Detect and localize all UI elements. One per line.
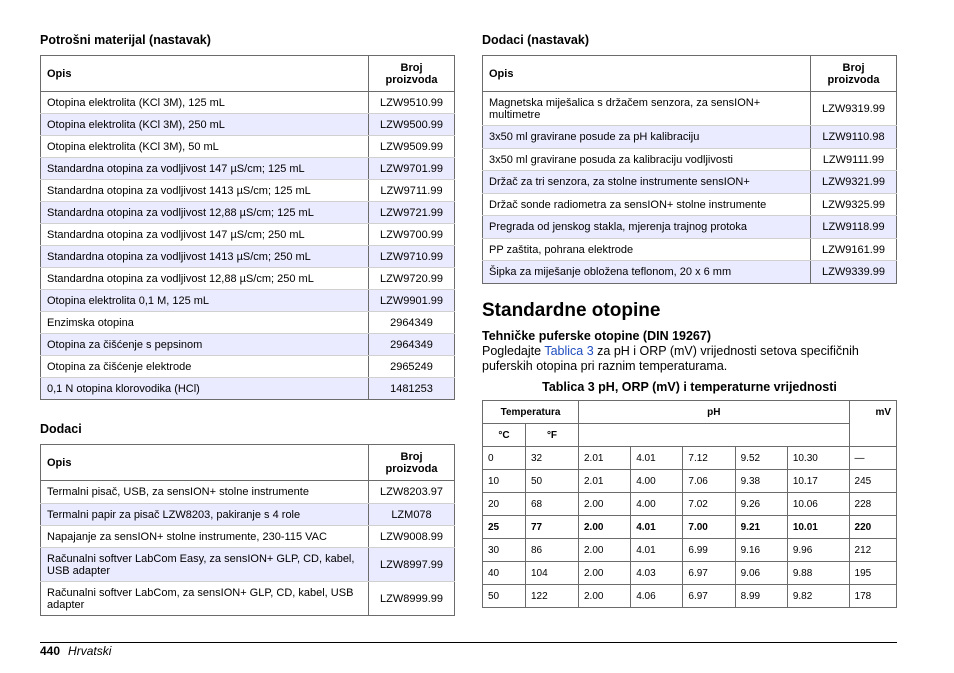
ph-cell: 7.06 (683, 470, 735, 493)
intro-paragraph (482, 344, 897, 374)
accessories-body (41, 481, 455, 616)
page-number: 440 (40, 644, 61, 658)
ph-cell: 9.21 (735, 516, 787, 539)
col-header-num: Broj proizvoda (369, 56, 455, 92)
ph-cell: 245 (849, 470, 896, 493)
ph-table (482, 400, 897, 608)
ph-cell: 9.38 (735, 470, 787, 493)
table-row (483, 493, 897, 516)
cell-description: Računalni softver LabCom, za sensION+ GLP, CD, kabel, USB adapter (41, 582, 369, 616)
ph-cell: 68 (526, 493, 579, 516)
cell-product-number: LZW9008.99 (369, 526, 455, 548)
table-row (41, 246, 455, 268)
table-row (483, 194, 897, 216)
ph-cell: 4.00 (631, 493, 683, 516)
ph-cell: 2.00 (579, 585, 631, 608)
footer-rule (40, 642, 897, 643)
table-row (41, 312, 455, 334)
col-header-desc: Opis (483, 56, 811, 92)
cell-description: Standardna otopina za vodljivost 1413 µS/cm; 250 mL (41, 246, 369, 268)
table-row (41, 526, 455, 548)
ph-cell: 50 (483, 585, 526, 608)
table-row (41, 268, 455, 290)
ph-cell: 104 (526, 562, 579, 585)
ph-cell: 10 (483, 470, 526, 493)
cell-product-number: LZW9711.99 (369, 180, 455, 202)
table-row (41, 136, 455, 158)
table-row (483, 149, 897, 171)
cell-description: Pregrada od jenskog stakla, mjerenja trajnog protoka (483, 216, 811, 239)
table-row (41, 92, 455, 114)
ph-cell: 0 (483, 447, 526, 470)
ph-cell: 122 (526, 585, 579, 608)
table-row (483, 239, 897, 261)
cell-description: Standardna otopina za vodljivost 147 µS/cm; 125 mL (41, 158, 369, 180)
cell-product-number: LZW9720.99 (369, 268, 455, 290)
cell-description: Šipka za miješanje obložena teflonom, 20 x 6 mm (483, 261, 811, 284)
ph-cell: 25 (483, 516, 526, 539)
ph-cell: 7.02 (683, 493, 735, 516)
table-row (41, 504, 455, 526)
cell-product-number: 2965249 (369, 356, 455, 378)
table-row (483, 562, 897, 585)
section-title-consumables: Potrošni materijal (nastavak) (40, 33, 211, 47)
ph-cell: 9.82 (787, 585, 849, 608)
cell-description: Termalni papir za pisač LZW8203, pakiranje s 4 role (41, 504, 369, 526)
ph-cell: 30 (483, 539, 526, 562)
ph-cell: 9.16 (735, 539, 787, 562)
ph-cell: 32 (526, 447, 579, 470)
col-header-fahrenheit: °F (526, 424, 579, 447)
consumables-body (41, 92, 455, 400)
cell-description: Otopina elektrolita (KCl 3M), 50 mL (41, 136, 369, 158)
table-row (483, 171, 897, 194)
cell-description: PP zaštita, pohrana elektrode (483, 239, 811, 261)
consumables-table (40, 55, 455, 400)
ph-cell: 2.01 (579, 470, 631, 493)
table-row (41, 481, 455, 504)
cell-product-number: LZW9110.98 (811, 126, 897, 149)
cell-product-number: 2964349 (369, 312, 455, 334)
ph-cell: 220 (849, 516, 896, 539)
cell-description: 3x50 ml gravirane posude za pH kalibraciju (483, 126, 811, 149)
table-row (483, 261, 897, 284)
cell-product-number: LZW9721.99 (369, 202, 455, 224)
col-header-ph: pH (579, 401, 850, 424)
table-row (483, 470, 897, 493)
table-row (483, 516, 897, 539)
cell-product-number: LZM078 (369, 504, 455, 526)
accessories-cont-body (483, 92, 897, 284)
cell-product-number: LZW9509.99 (369, 136, 455, 158)
table-reference-link[interactable]: Tablica 3 (544, 344, 594, 358)
footer-language: Hrvatski (68, 644, 112, 658)
ph-cell: 20 (483, 493, 526, 516)
ph-cell: 86 (526, 539, 579, 562)
ph-cell: 10.01 (787, 516, 849, 539)
para-after: za pH i ORP (mV) vrijednosti setova specifičnih puferskih otopina pri raznim temperaturama. (482, 344, 859, 373)
ph-cell: 6.97 (683, 562, 735, 585)
cell-description: Standardna otopina za vodljivost 1413 µS/cm; 125 mL (41, 180, 369, 202)
para-before: Pogledajte (482, 344, 545, 358)
cell-description: Otopina elektrolita (KCl 3M), 250 mL (41, 114, 369, 136)
cell-product-number: LZW9161.99 (811, 239, 897, 261)
ph-cell: 195 (849, 562, 896, 585)
cell-description: Standardna otopina za vodljivost 147 µS/cm; 250 mL (41, 224, 369, 246)
cell-description: Otopina elektrolita 0,1 M, 125 mL (41, 290, 369, 312)
ph-cell: 4.00 (631, 470, 683, 493)
cell-description: Standardna otopina za vodljivost 12,88 µS/cm; 125 mL (41, 202, 369, 224)
ph-cell: 212 (849, 539, 896, 562)
cell-product-number: LZW9901.99 (369, 290, 455, 312)
col-header-desc: Opis (41, 445, 369, 481)
table-row (41, 202, 455, 224)
accessories-table (40, 444, 455, 616)
cell-product-number: 1481253 (369, 378, 455, 400)
cell-description: Držač sonde radiometra za sensION+ stolne instrumente (483, 194, 811, 216)
table-row (483, 447, 897, 470)
subheading-buffer: Tehničke puferske otopine (DIN 19267) (482, 329, 711, 343)
cell-product-number: LZW8203.97 (369, 481, 455, 504)
table-row (41, 582, 455, 616)
ph-cell: 4.03 (631, 562, 683, 585)
ph-cell: 10.06 (787, 493, 849, 516)
cell-description: Standardna otopina za vodljivost 12,88 µS/cm; 250 mL (41, 268, 369, 290)
ph-cell: 2.00 (579, 562, 631, 585)
col-header-num: Broj proizvoda (811, 56, 897, 92)
cell-product-number: LZW9325.99 (811, 194, 897, 216)
ph-cell: 178 (849, 585, 896, 608)
ph-cell: 9.52 (735, 447, 787, 470)
section-title-accessories-cont: Dodaci (nastavak) (482, 33, 589, 47)
ph-cell: 6.97 (683, 585, 735, 608)
cell-product-number: LZW9701.99 (369, 158, 455, 180)
col-header-ph-blank (579, 424, 850, 447)
cell-product-number: LZW9319.99 (811, 92, 897, 126)
table-row (41, 548, 455, 582)
table-caption: Tablica 3 pH, ORP (mV) i temperaturne vrijednosti (542, 380, 837, 394)
cell-product-number: LZW9710.99 (369, 246, 455, 268)
table-row (41, 356, 455, 378)
ph-body (483, 447, 897, 608)
col-header-celsius: °C (483, 424, 526, 447)
cell-description: Termalni pisač, USB, za sensION+ stolne instrumente (41, 481, 369, 504)
table-row (41, 158, 455, 180)
ph-cell: 2.00 (579, 493, 631, 516)
heading-standard-solutions: Standardne otopine (482, 300, 661, 321)
ph-cell: 40 (483, 562, 526, 585)
table-row (41, 378, 455, 400)
cell-product-number: LZW9510.99 (369, 92, 455, 114)
table-row (483, 92, 897, 126)
section-title-accessories: Dodaci (40, 422, 82, 436)
table-row (41, 114, 455, 136)
table-row (483, 585, 897, 608)
ph-cell: 9.88 (787, 562, 849, 585)
ph-cell: 10.30 (787, 447, 849, 470)
ph-cell: 8.99 (735, 585, 787, 608)
cell-description: Otopina elektrolita (KCl 3M), 125 mL (41, 92, 369, 114)
table-row (41, 334, 455, 356)
ph-cell: 4.01 (631, 516, 683, 539)
ph-cell: 4.01 (631, 539, 683, 562)
ph-cell: 228 (849, 493, 896, 516)
cell-product-number: LZW9111.99 (811, 149, 897, 171)
cell-product-number: LZW9339.99 (811, 261, 897, 284)
ph-cell: 6.99 (683, 539, 735, 562)
ph-cell: 10.17 (787, 470, 849, 493)
ph-cell: 50 (526, 470, 579, 493)
cell-product-number: LZW9500.99 (369, 114, 455, 136)
cell-product-number: LZW9700.99 (369, 224, 455, 246)
footer (40, 644, 111, 658)
table-row (483, 539, 897, 562)
ph-cell: 9.26 (735, 493, 787, 516)
ph-cell: 2.00 (579, 516, 631, 539)
col-header-temperature: Temperatura (483, 401, 579, 424)
table-row (41, 224, 455, 246)
col-header-desc: Opis (41, 56, 369, 92)
col-header-mv: mV (849, 401, 896, 447)
table-row (483, 126, 897, 149)
cell-description: Računalni softver LabCom Easy, za sensION+ GLP, CD, kabel, USB adapter (41, 548, 369, 582)
ph-cell: 77 (526, 516, 579, 539)
ph-cell: 7.00 (683, 516, 735, 539)
ph-cell: 9.96 (787, 539, 849, 562)
col-header-num: Broj proizvoda (369, 445, 455, 481)
cell-product-number: LZW9118.99 (811, 216, 897, 239)
accessories-cont-table (482, 55, 897, 284)
table-row (41, 180, 455, 202)
ph-cell: 4.06 (631, 585, 683, 608)
cell-description: 3x50 ml gravirane posuda za kalibraciju vodljivosti (483, 149, 811, 171)
cell-product-number: 2964349 (369, 334, 455, 356)
ph-cell: 2.00 (579, 539, 631, 562)
cell-description: 0,1 N otopina klorovodika (HCl) (41, 378, 369, 400)
ph-cell: 7.12 (683, 447, 735, 470)
cell-product-number: LZW8999.99 (369, 582, 455, 616)
table-row (483, 216, 897, 239)
ph-cell: 9.06 (735, 562, 787, 585)
cell-product-number: LZW8997.99 (369, 548, 455, 582)
cell-description: Enzimska otopina (41, 312, 369, 334)
cell-description: Magnetska miješalica s držačem senzora, za sensION+ multimetre (483, 92, 811, 126)
cell-description: Otopina za čišćenje s pepsinom (41, 334, 369, 356)
ph-cell: — (849, 447, 896, 470)
cell-description: Napajanje za sensION+ stolne instrumente, 230-115 VAC (41, 526, 369, 548)
ph-cell: 2.01 (579, 447, 631, 470)
cell-product-number: LZW9321.99 (811, 171, 897, 194)
table-row (41, 290, 455, 312)
cell-description: Otopina za čišćenje elektrode (41, 356, 369, 378)
ph-cell: 4.01 (631, 447, 683, 470)
cell-description: Držač za tri senzora, za stolne instrumente sensION+ (483, 171, 811, 194)
